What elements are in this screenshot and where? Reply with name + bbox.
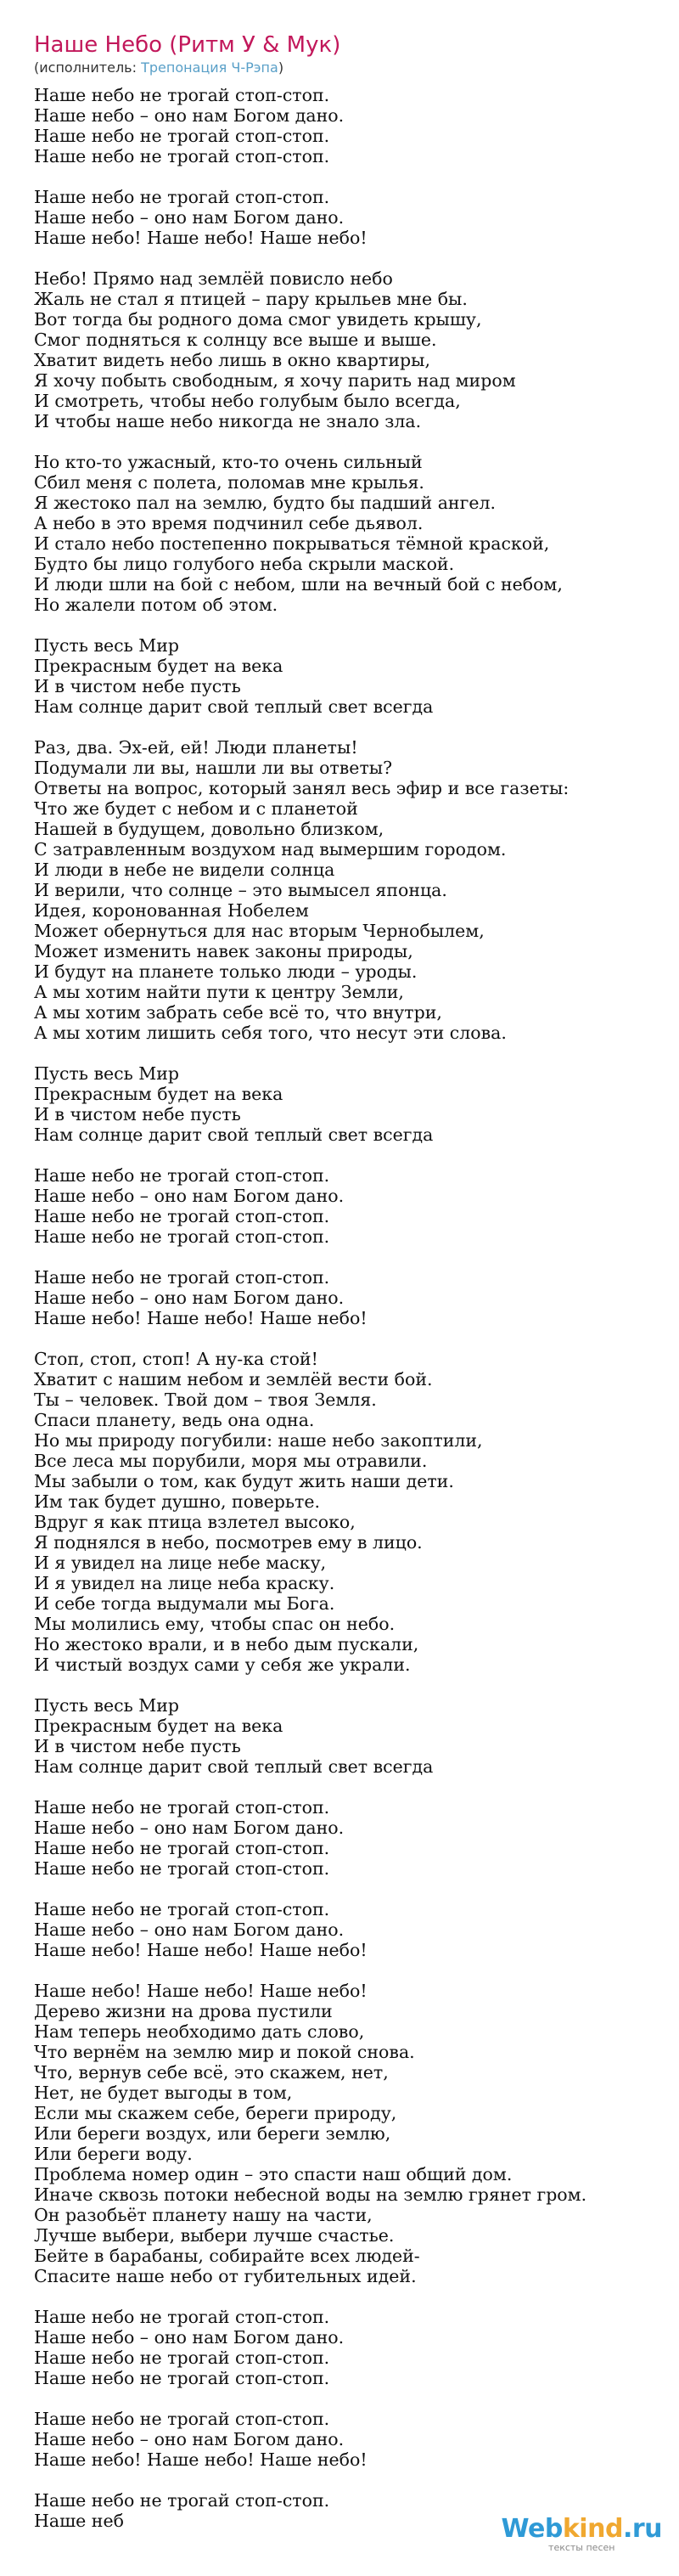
lyrics-line: И себе тогда выдумали мы Бога. — [34, 1593, 335, 1614]
lyrics-line: Наше небо не трогай стоп-стоп. — [34, 1838, 330, 1858]
lyrics-line: Но жалели потом об этом. — [34, 595, 278, 615]
lyrics-line: Наше небо не трогай стоп-стоп. — [34, 2409, 330, 2429]
lyrics-line: Прекрасным будет на века — [34, 1084, 283, 1104]
performer-link[interactable]: Трепонация Ч-Рэпа — [141, 59, 278, 76]
lyrics-line: Наше небо! Наше небо! Наше небо! — [34, 1981, 368, 2001]
lyrics-line: И люди шли на бой с небом, шли на вечный бой с небом, — [34, 574, 563, 595]
lyrics-line: Наше небо не трогай стоп-стоп. — [34, 1165, 330, 1186]
lyrics-stanza — [34, 1349, 586, 1675]
lyrics-line: Наше небо не трогай стоп-стоп. — [34, 1899, 330, 1919]
lyrics-stanza — [34, 1899, 586, 1960]
lyrics-line: А мы хотим найти пути к центру Земли, — [34, 982, 404, 1002]
lyrics-line: Пусть весь Мир — [34, 1063, 180, 1084]
lyrics-line: Вдруг я как птица взлетел высоко, — [34, 1512, 356, 1532]
lyrics-line: Но жестоко врали, и в небо дым пускали, — [34, 1634, 419, 1654]
lyrics-line: Наше небо не трогай стоп-стоп. — [34, 1226, 330, 1247]
lyrics-line: И люди в небе не видели солнца — [34, 860, 335, 880]
lyrics-stanza — [34, 2307, 586, 2388]
lyrics-line: Наше небо – оно нам Богом дано. — [34, 2327, 345, 2348]
lyrics-line: И в чистом небе пусть — [34, 1104, 241, 1125]
lyrics-line: Наше небо не трогай стоп-стоп. — [34, 2348, 330, 2368]
lyrics-line: Наше небо! Наше небо! Наше небо! — [34, 1940, 368, 1960]
lyrics-line: Вот тогда бы родного дома смог увидеть крышу, — [34, 309, 482, 330]
lyrics-line: Мы молились ему, чтобы спас он небо. — [34, 1614, 396, 1634]
lyrics-line: Наше небо – оно нам Богом дано. — [34, 1818, 345, 1838]
lyrics-line: Проблема номер один – это спасти наш общий дом. — [34, 2164, 513, 2184]
lyrics-line: Небо! Прямо над землёй повисло небо — [34, 268, 393, 289]
lyrics-line: Наше неб — [34, 2511, 124, 2531]
lyrics-stanza — [34, 1695, 586, 1777]
lyrics-line: И я увидел на лице небе маску, — [34, 1553, 327, 1573]
lyrics-line: Все леса мы порубили, моря мы отравили. — [34, 1451, 428, 1471]
lyrics-line: И я увидел на лице неба краску. — [34, 1573, 335, 1593]
lyrics-line: Наше небо не трогай стоп-стоп. — [34, 126, 330, 146]
lyrics-line: Наше небо не трогай стоп-стоп. — [34, 2368, 330, 2388]
lyrics-line: Наше небо не трогай стоп-стоп. — [34, 1206, 330, 1226]
lyrics-line: Стоп, стоп, стоп! А ну-ка стой! — [34, 1349, 318, 1369]
lyrics-stanza — [34, 1981, 586, 2286]
lyrics-stanza — [34, 187, 586, 248]
lyrics-line: Наше небо не трогай стоп-стоп. — [34, 1797, 330, 1818]
logo-part-ru: .ru — [622, 2514, 662, 2544]
logo-wordmark — [502, 2514, 662, 2544]
lyrics-line: Может изменить навек законы природы, — [34, 941, 413, 961]
lyrics-line: Спасите наше небо от губительных идей. — [34, 2266, 417, 2286]
lyrics-stanza — [34, 268, 586, 431]
lyrics-line: Что же будет с небом и с планетой — [34, 798, 358, 819]
lyrics-line: Но кто-то ужасный, кто-то очень сильный — [34, 452, 423, 472]
logo-part-kind: kind — [562, 2514, 623, 2544]
lyrics-line: Нам солнце дарит свой теплый свет всегда — [34, 696, 434, 717]
lyrics-line: Жаль не стал я птицей – пару крыльев мне бы. — [34, 289, 468, 309]
song-title: Наше Небо (Ритм У & Мук) — [34, 32, 341, 58]
lyrics-line: Дерево жизни на дрова пустили — [34, 2001, 333, 2021]
lyrics-line: И смотреть, чтобы небо голубым было всегда, — [34, 391, 461, 411]
lyrics-line: Нет, не будет выгоды в том, — [34, 2083, 293, 2103]
lyrics-line: Спаси планету, ведь она одна. — [34, 1410, 315, 1430]
lyrics-stanza — [34, 1165, 586, 1247]
lyrics-stanza — [34, 1063, 586, 1145]
lyrics-line: Хватит видеть небо лишь в окно квартиры, — [34, 350, 431, 370]
lyrics-line: Или береги воздух, или береги землю, — [34, 2123, 391, 2144]
lyrics-text — [34, 85, 586, 2551]
lyrics-line: С затравленным воздухом над вымершим городом. — [34, 839, 507, 860]
lyrics-line: Прекрасным будет на века — [34, 656, 283, 676]
lyrics-line: Может обернуться для нас вторым Чернобылем, — [34, 921, 485, 941]
lyrics-stanza — [34, 2409, 586, 2470]
lyrics-line: И чистый воздух сами у себя же украли. — [34, 1654, 411, 1675]
lyrics-line: Наше небо – оно нам Богом дано. — [34, 1186, 345, 1206]
logo-part-web: Web — [501, 2514, 563, 2544]
lyrics-line: Пусть весь Мир — [34, 1695, 180, 1716]
lyrics-line: Будто бы лицо голубого неба скрыли маской. — [34, 554, 455, 574]
lyrics-line: Если мы скажем себе, береги природу, — [34, 2103, 397, 2123]
lyrics-line: А небо в это время подчинил себе дьявол. — [34, 513, 424, 533]
lyrics-line: Наше небо не трогай стоп-стоп. — [34, 2490, 330, 2511]
lyrics-line: Наше небо не трогай стоп-стоп. — [34, 85, 330, 105]
lyrics-line: Хватит с нашим небом и землёй вести бой. — [34, 1369, 433, 1389]
lyrics-line: И в чистом небе пусть — [34, 676, 241, 696]
lyrics-line: Сбил меня с полета, поломав мне крылья. — [34, 472, 424, 493]
lyrics-stanza — [34, 1797, 586, 1879]
lyrics-line: Пусть весь Мир — [34, 635, 180, 656]
lyrics-line: И верили, что солнце – это вымысел японца. — [34, 880, 447, 900]
lyrics-line: Смог подняться к солнцу все выше и выше. — [34, 330, 437, 350]
lyrics-line: А мы хотим забрать себе всё то, что внутри, — [34, 1002, 442, 1023]
lyrics-line: Наше небо не трогай стоп-стоп. — [34, 1858, 330, 1879]
lyrics-line: И в чистом небе пусть — [34, 1736, 241, 1756]
lyrics-line: И чтобы наше небо никогда не знало зла. — [34, 411, 422, 431]
performer-prefix: (исполнитель: — [34, 59, 142, 76]
lyrics-line: Ты – человек. Твой дом – твоя Земля. — [34, 1389, 377, 1410]
lyrics-line: Наше небо! Наше небо! Наше небо! — [34, 228, 368, 248]
lyrics-line: Что, вернув себе всё, это скажем, нет, — [34, 2062, 389, 2083]
performer-suffix: ) — [278, 59, 284, 76]
lyrics-line: Им так будет душно, поверьте. — [34, 1491, 320, 1512]
lyrics-line: Прекрасным будет на века — [34, 1716, 283, 1736]
lyrics-line: И стало небо постепенно покрываться тёмной краской, — [34, 533, 550, 554]
lyrics-line: Что вернём на землю мир и покой снова. — [34, 2042, 415, 2062]
lyrics-stanza — [34, 1267, 586, 1328]
logo-tagline: тексты песен — [548, 2542, 615, 2553]
lyrics-line: Наше небо! Наше небо! Наше небо! — [34, 2449, 368, 2470]
lyrics-line: Или береги воду. — [34, 2144, 193, 2164]
lyrics-line: Я поднялся в небо, посмотрев ему в лицо. — [34, 1532, 423, 1553]
lyrics-line: Наше небо – оно нам Богом дано. — [34, 207, 345, 228]
lyrics-line: Ответы на вопрос, который занял весь эфир и все газеты: — [34, 778, 570, 798]
lyrics-line: Наше небо – оно нам Богом дано. — [34, 105, 345, 126]
lyrics-line: Идея, коронованная Нобелем — [34, 900, 309, 921]
lyrics-line: Наше небо не трогай стоп-стоп. — [34, 1267, 330, 1288]
lyrics-line: Раз, два. Эх-ей, ей! Люди планеты! — [34, 737, 358, 758]
lyrics-line: Иначе сквозь потоки небесной воды на землю грянет гром. — [34, 2184, 587, 2205]
webkind-logo[interactable] — [502, 2514, 662, 2553]
lyrics-line: Он разобьёт планету нашу на части, — [34, 2205, 373, 2225]
lyrics-line: Наше небо не трогай стоп-стоп. — [34, 146, 330, 166]
performer-line — [34, 59, 283, 76]
lyrics-line: Лучше выбери, выбери лучше счастье. — [34, 2225, 395, 2246]
lyrics-stanza — [34, 85, 586, 166]
lyrics-line: Мы забыли о том, как будут жить наши дети. — [34, 1471, 454, 1491]
lyrics-line: Наше небо не трогай стоп-стоп. — [34, 187, 330, 207]
lyrics-line: Бейте в барабаны, собирайте всех людей- — [34, 2246, 420, 2266]
lyrics-line: А мы хотим лишить себя того, что несут эти слова. — [34, 1023, 507, 1043]
lyrics-line: Наше небо не трогай стоп-стоп. — [34, 2307, 330, 2327]
lyrics-line: Наше небо – оно нам Богом дано. — [34, 1919, 345, 1940]
lyrics-line: Я жестоко пал на землю, будто бы падший ангел. — [34, 493, 496, 513]
lyrics-stanza — [34, 635, 586, 717]
lyrics-line: Я хочу побыть свободным, я хочу парить над миром — [34, 370, 516, 391]
lyrics-line: Нам солнце дарит свой теплый свет всегда — [34, 1756, 434, 1777]
lyrics-line: Наше небо! Наше небо! Наше небо! — [34, 1308, 368, 1328]
lyrics-line: Но мы природу погубили: наше небо закоптили, — [34, 1430, 483, 1451]
lyrics-line: Наше небо – оно нам Богом дано. — [34, 1288, 345, 1308]
lyrics-stanza — [34, 737, 586, 1043]
lyrics-line: Нашей в будущем, довольно близком, — [34, 819, 384, 839]
lyrics-line: Подумали ли вы, нашли ли вы ответы? — [34, 758, 393, 778]
lyrics-stanza — [34, 452, 586, 615]
lyrics-line: Нам теперь необходимо дать слово, — [34, 2021, 365, 2042]
lyrics-line: Наше небо – оно нам Богом дано. — [34, 2429, 345, 2449]
lyrics-line: Нам солнце дарит свой теплый свет всегда — [34, 1125, 434, 1145]
lyrics-line: И будут на планете только люди – уроды. — [34, 961, 418, 982]
